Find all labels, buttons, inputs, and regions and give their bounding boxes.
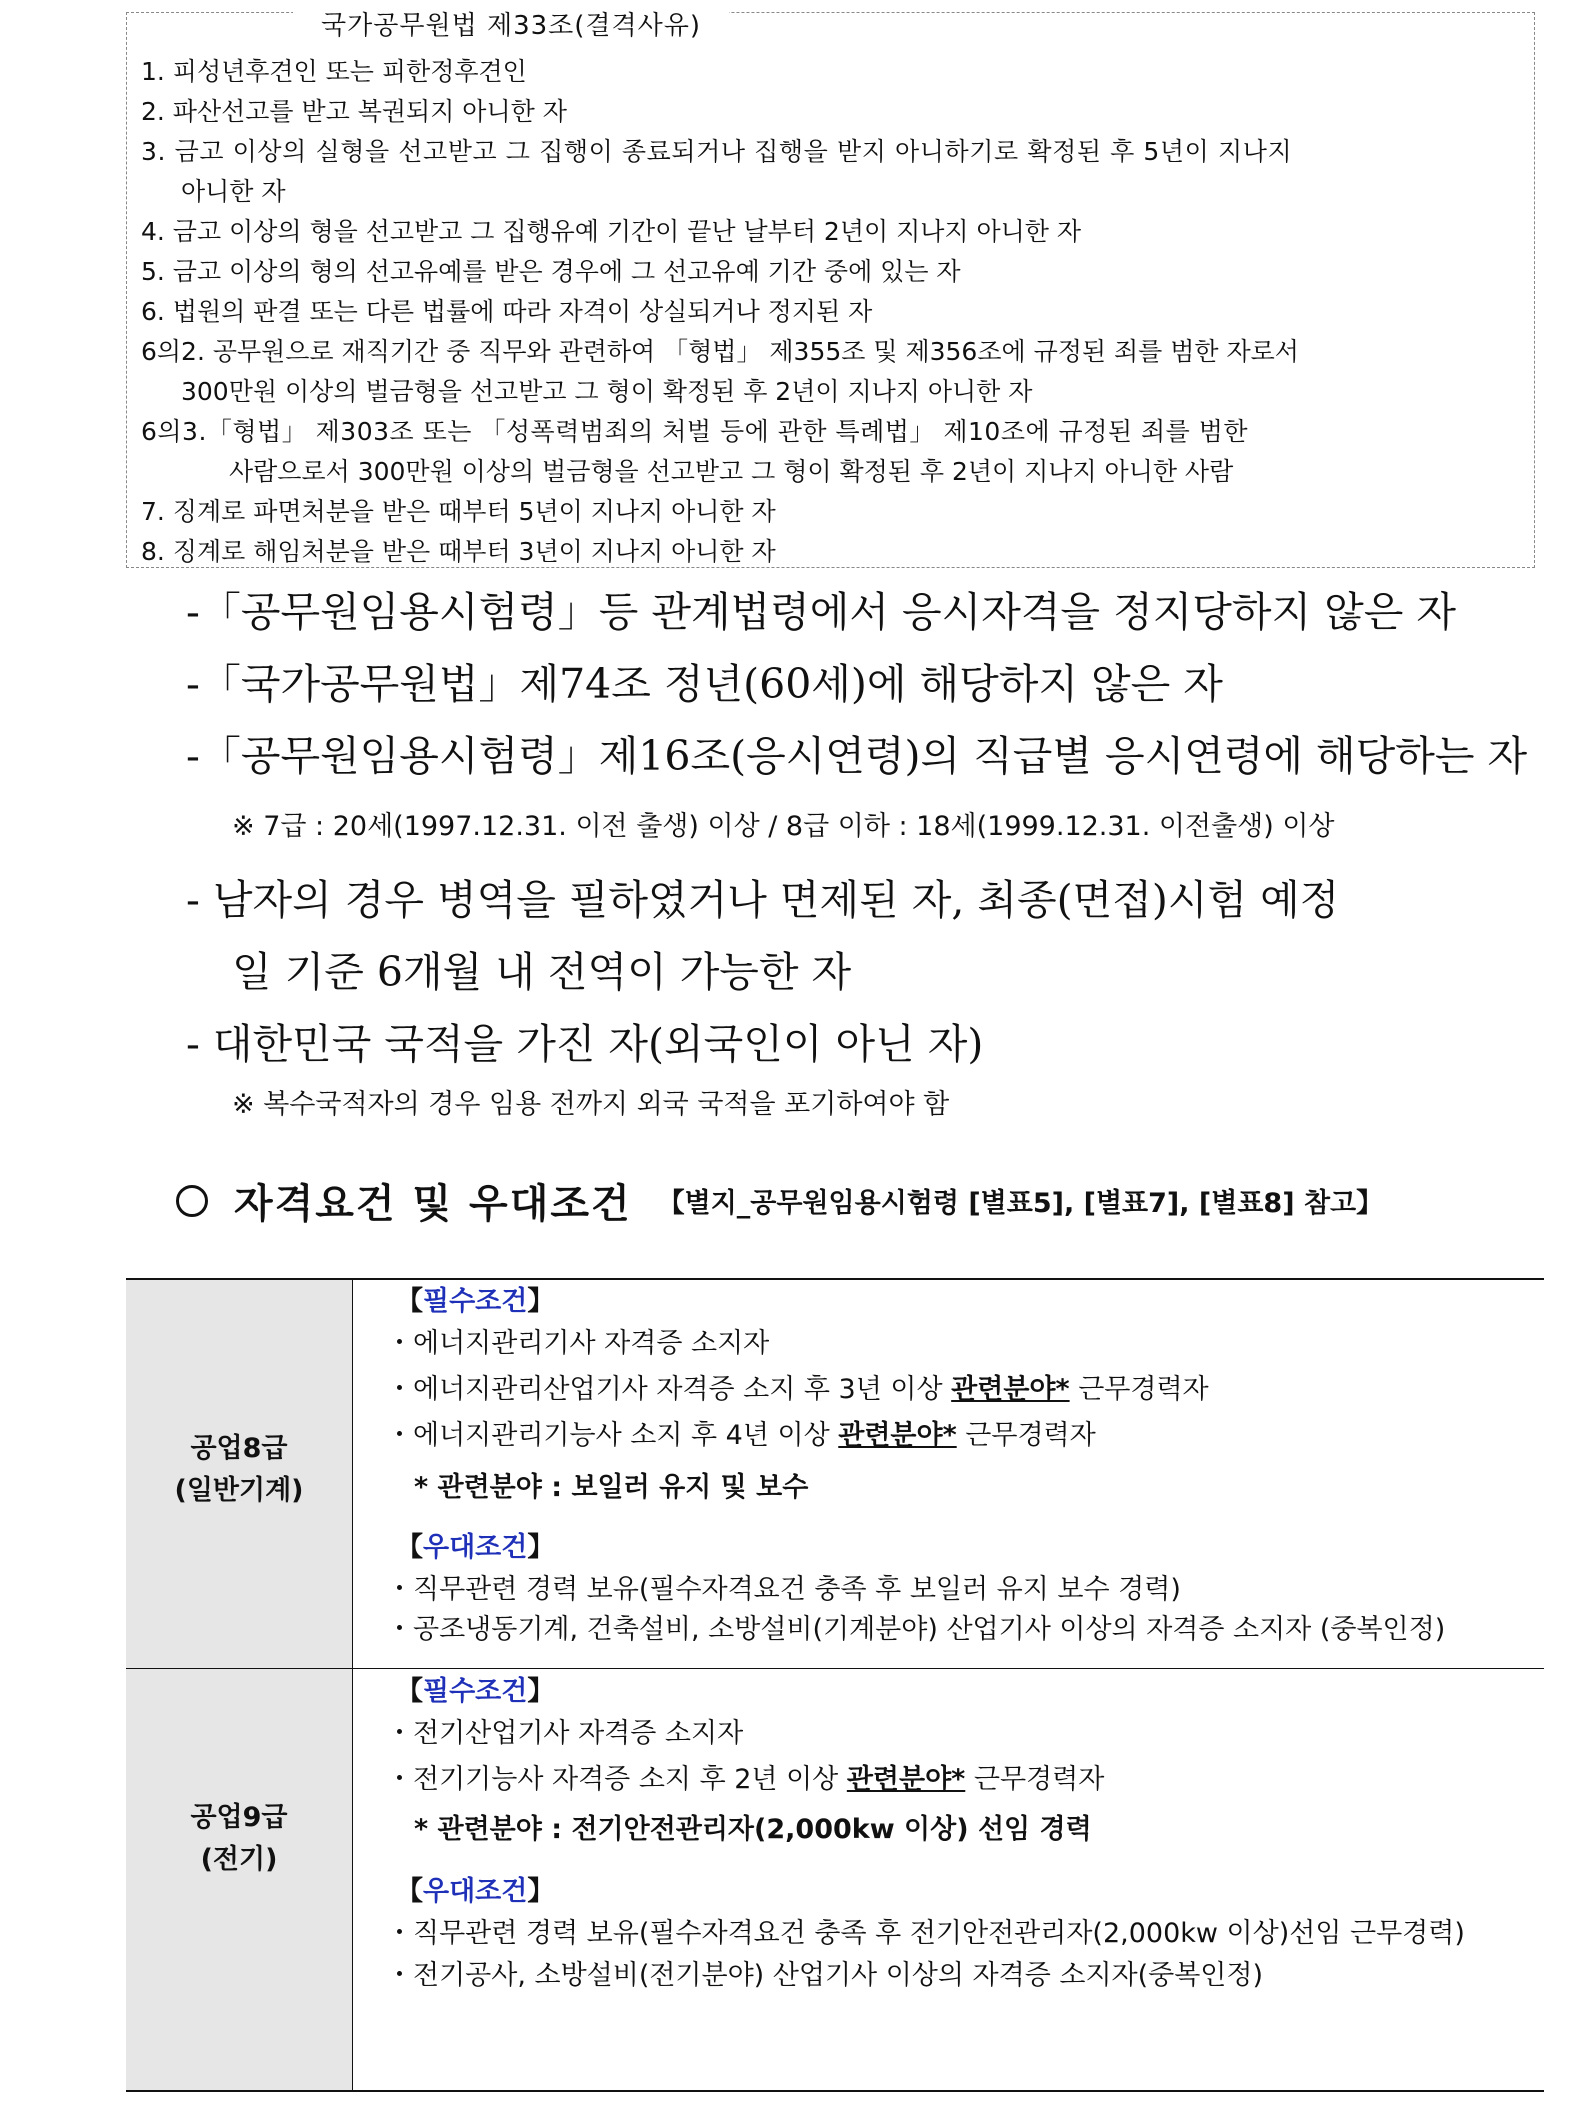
- section-heading: [176, 1172, 1383, 1229]
- law-item-continued: 아니한 자: [181, 177, 286, 206]
- law-item: 2. 파산선고를 받고 복권되지 아니한 자: [141, 97, 567, 126]
- law-item: 5. 금고 이상의 형의 선고유예를 받은 경우에 그 선고유예 기간 중에 있는 자: [141, 257, 961, 286]
- law-article-box: [126, 12, 1535, 568]
- row-header-field: (전기): [200, 1844, 278, 1875]
- law-item: 8. 징계로 해임처분을 받은 때부터 3년이 지나지 아니한 자: [141, 537, 776, 566]
- requirement-bullet: -「공무원임용시험령」제16조(응시연령)의 직급별 응시연령에 해당하는 자: [186, 732, 1528, 780]
- row-header-grade: 공업9급: [190, 1802, 288, 1833]
- section-title: 자격요건 및 우대조건: [234, 1180, 632, 1227]
- age-note: ※ 7급 : 20세(1997.12.31. 이전 출생) 이상 / 8급 이하 : 18세(1999.12.31. 이전출생) 이상: [232, 811, 1335, 842]
- preferred-conditions-tag: 【우대조건】: [396, 1532, 555, 1563]
- section-reference: 【별지_공무원임용시험령 [별표5], [별표7], [별표8] 참고】: [657, 1188, 1384, 1219]
- requirement-item: ・전기산업기사 자격증 소지자: [386, 1718, 744, 1749]
- requirement-item: ・에너지관리산업기사 자격증 소지 후 3년 이상 관련분야* 근무경력자: [386, 1374, 1209, 1405]
- law-item: 7. 징계로 파면처분을 받은 때부터 5년이 지나지 아니한 자: [141, 497, 776, 526]
- law-item-continued: 사람으로서 300만원 이상의 벌금형을 선고받고 그 형이 확정된 후 2년이 지나지 아니한 사람: [229, 457, 1234, 486]
- law-item: 3. 금고 이상의 실형을 선고받고 그 집행이 종료되거나 집행을 받지 아니하기로 확정된 후 5년이 지나지: [141, 137, 1293, 166]
- law-item: 1. 피성년후견인 또는 피한정후견인: [141, 57, 527, 86]
- requirement-item: ・에너지관리기능사 소지 후 4년 이상 관련분야* 근무경력자: [386, 1420, 1096, 1451]
- requirement-bullet-continued: 일 기준 6개월 내 전역이 가능한 자: [232, 948, 852, 996]
- preference-item: ・공조냉동기계, 건축설비, 소방설비(기계분야) 산업기사 이상의 자격증 소지자 (중복인정): [386, 1614, 1446, 1645]
- preference-item: ・직무관련 경력 보유(필수자격요건 충족 후 보일러 유지 보수 경력): [386, 1574, 1181, 1605]
- preference-item: ・직무관련 경력 보유(필수자격요건 충족 후 전기안전관리자(2,000kw 이상)선임 근무경력): [386, 1918, 1465, 1949]
- law-article-title: 국가공무원법 제33조(결격사유): [293, 11, 729, 41]
- law-item: 6. 법원의 판결 또는 다른 법률에 따라 자격이 상실되거나 정지된 자: [141, 297, 873, 326]
- law-item: 4. 금고 이상의 형을 선고받고 그 집행유예 기간이 끝난 날부터 2년이 지나지 아니한 자: [141, 217, 1082, 246]
- table-bottom-border: [126, 2090, 1544, 2092]
- required-conditions-tag: 【필수조건】: [396, 1286, 555, 1317]
- nationality-note: ※ 복수국적자의 경우 임용 전까지 외국 국적을 포기하여야 함: [232, 1089, 950, 1120]
- row-header-cell: [126, 1280, 352, 1668]
- preference-item: ・전기공사, 소방설비(전기분야) 산업기사 이상의 자격증 소지자(중복인정): [386, 1960, 1264, 1991]
- requirement-item: ・전기기능사 자격증 소지 후 2년 이상 관련분야* 근무경력자: [386, 1764, 1105, 1795]
- preferred-conditions-tag: 【우대조건】: [396, 1876, 555, 1907]
- law-item: 6의2. 공무원으로 재직기간 중 직무와 관련하여 「형법」 제355조 및 제356조에 규정된 죄를 범한 자로서: [141, 337, 1299, 366]
- law-item-continued: 300만원 이상의 벌금형을 선고받고 그 형이 확정된 후 2년이 지나지 아니한 자: [181, 377, 1033, 406]
- requirement-item: ・에너지관리기사 자격증 소지자: [386, 1328, 770, 1359]
- table-row-divider: [126, 1668, 1544, 1669]
- related-field-note: * 관련분야 : 전기안전관리자(2,000kw 이상) 선임 경력: [414, 1814, 1092, 1845]
- row-header-grade: 공업8급: [190, 1433, 288, 1464]
- requirement-bullet: - 대한민국 국적을 가진 자(외국인이 아닌 자): [186, 1020, 984, 1068]
- circle-bullet-icon: [176, 1185, 208, 1217]
- requirement-bullet: - 남자의 경우 병역을 필하였거나 면제된 자, 최종(면접)시험 예정: [186, 876, 1340, 924]
- required-conditions-tag: 【필수조건】: [396, 1676, 555, 1707]
- row-header-field: (일반기계): [174, 1475, 304, 1506]
- related-field-note: * 관련분야 : 보일러 유지 및 보수: [414, 1472, 809, 1503]
- row-header-cell: [126, 1669, 352, 2090]
- requirement-bullet: -「공무원임용시험령」등 관계법령에서 응시자격을 정지당하지 않은 자: [186, 588, 1456, 636]
- requirement-bullet: -「국가공무원법」제74조 정년(60세)에 해당하지 않은 자: [186, 660, 1223, 708]
- law-item: 6의3.「형법」 제303조 또는 「성폭력범죄의 처벌 등에 관한 특례법」 제10조에 규정된 죄를 범한: [141, 417, 1249, 446]
- table-column-divider: [352, 1280, 353, 2090]
